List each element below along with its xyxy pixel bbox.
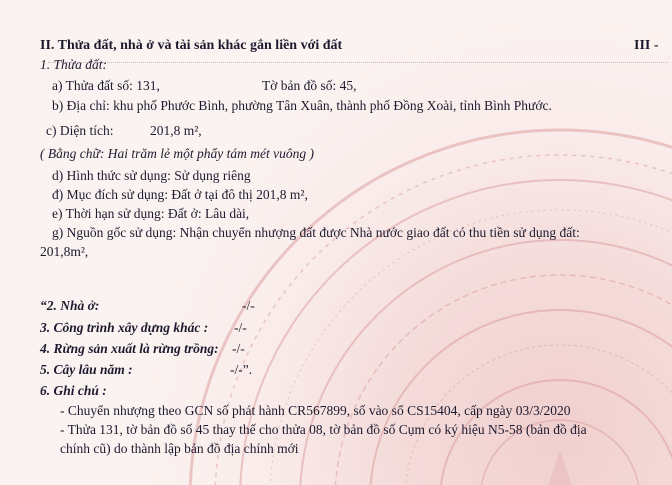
address: b) Địa chỉ: khu phố Phước Bình, phường Tân Xuân, thành phố Đồng Xoài, tỉnh Bình Phước.	[52, 98, 552, 113]
land-heading: 1. Thửa đất:	[40, 57, 107, 72]
planted-forest-value: -/-	[232, 341, 245, 356]
note-line-2: - Thửa 131, tờ bản đồ số 45 thay thế cho thửa 08, tờ bản đồ số Cụm có ký hiệu N5-58 (bản đồ địa	[60, 422, 587, 437]
parcel-number: a) Thửa đất số: 131,	[52, 78, 160, 93]
use-form: d) Hình thức sử dụng: Sử dụng riêng	[52, 168, 251, 183]
other-construction-value: -/-	[234, 320, 247, 335]
notes-heading: 6. Ghi chú :	[40, 383, 107, 398]
use-origin-continued: 201,8m²,	[40, 244, 89, 259]
perennial-trees-value: -/-”.	[230, 362, 253, 377]
next-section-marker: III -	[634, 38, 659, 53]
section-title: II. Thửa đất, nhà ở và tài sản khác gắn liền với đất	[40, 38, 343, 53]
area-value: 201,8 m²,	[150, 123, 202, 138]
area-in-words: ( Bằng chữ: Hai trăm lẻ một phẩy tám mét vuông )	[40, 146, 314, 161]
perennial-trees-label: 5. Cây lâu năm :	[40, 362, 133, 377]
area-label: c) Diện tích:	[46, 123, 114, 138]
use-purpose: đ) Mục đích sử dụng: Đất ở tại đô thị 201,8 m²,	[52, 187, 308, 202]
note-line-3: chính cũ) do thành lập bản đồ địa chính mới	[60, 441, 299, 456]
use-origin: g) Nguồn gốc sử dụng: Nhận chuyển nhượng đất được Nhà nước giao đất có thu tiền sử dụng đất:	[52, 225, 580, 240]
use-term: e) Thời hạn sử dụng: Đất ở: Lâu dài,	[52, 206, 250, 221]
house-value: -/-	[242, 298, 255, 313]
house-label: “2. Nhà ở:	[40, 298, 100, 313]
other-construction-label: 3. Công trình xây dựng khác :	[40, 320, 209, 335]
note-line-1: - Chuyển nhượng theo GCN số phát hành CR567899, số vào sổ CS15404, cấp ngày 03/3/2020	[60, 403, 571, 418]
map-sheet-number: Tờ bản đồ số: 45,	[262, 78, 357, 93]
planted-forest-label: 4. Rừng sản xuất là rừng trồng:	[40, 341, 219, 356]
dotted-line	[48, 62, 668, 63]
